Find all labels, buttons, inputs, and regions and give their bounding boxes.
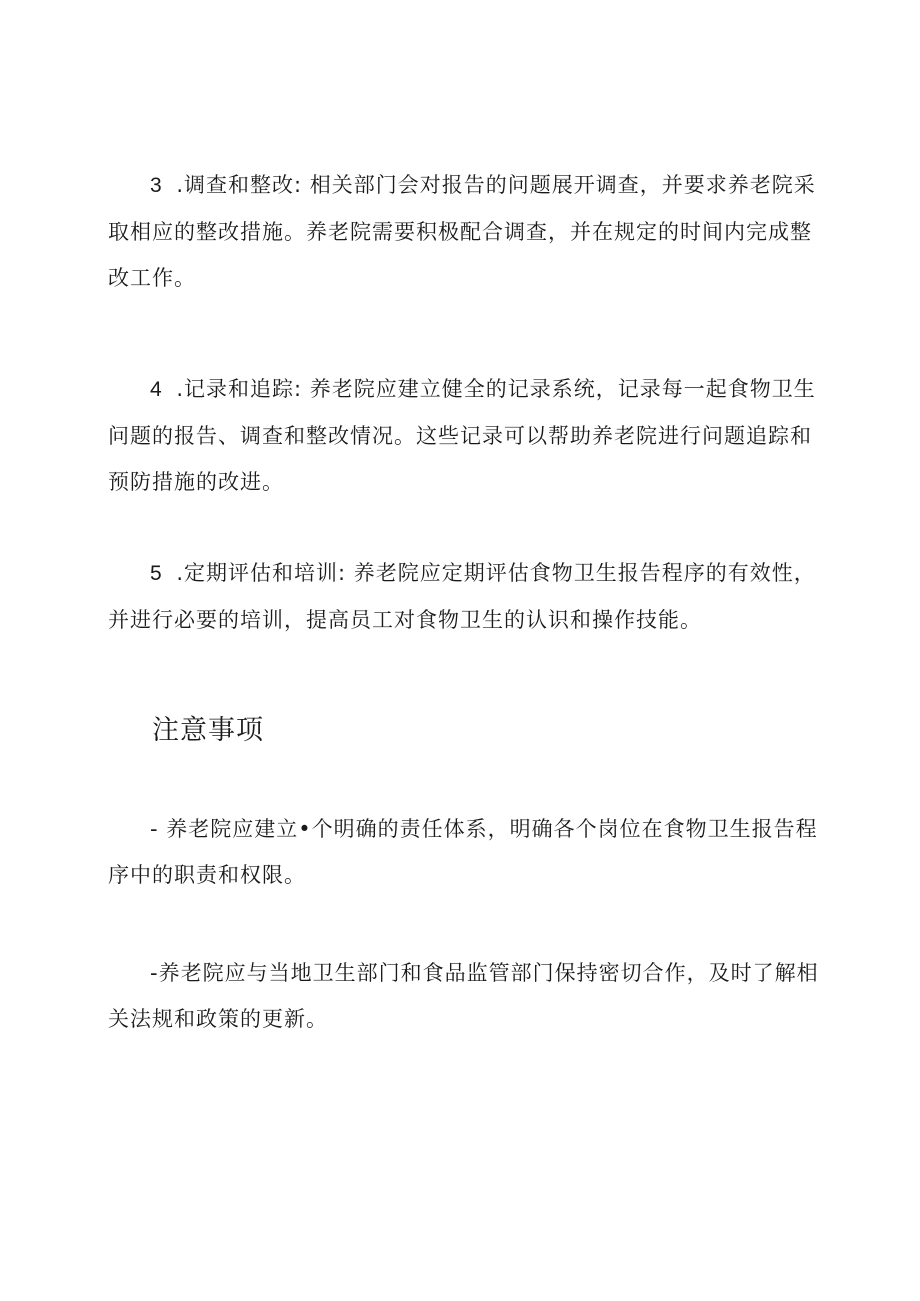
section-heading: 注意事项 [152,715,264,746]
item-number: 5 [150,562,163,585]
list-item-5 [108,550,828,643]
item-number: 3 [150,174,163,197]
item-number: 4 [150,378,163,401]
item-text: .定期评估和培训: 养老院应定期评估食物卫生报告程序的有效性，并进行必要的培训，提高员工对食物卫生的认识和操作技能。 [108,561,816,632]
item-text: .记录和追踪: 养老院应建立健全的记录系统，记录每一起食物卫生问题的报告、调查和整改情况。这些记录可以帮助养老院进行问题追踪和预防措施的改进。 [108,377,816,494]
note-text: - 养老院应建立•个明确的责任体系，明确各个岗位在食物卫生报告程序中的职责和权限。 [108,817,818,887]
note-text: -养老院应与当地卫生部门和食品监管部门保持密切合作，及时了解相关法规和政策的更新。 [108,961,819,1031]
note-item-1 [108,806,828,898]
note-item-2 [108,950,828,1042]
list-item-3 [108,162,828,301]
list-item-4 [108,366,828,505]
item-text: .调查和整改: 相关部门会对报告的问题展开调查，并要求养老院采取相应的整改措施。养老院需要积极配合调查，并在规定的时间内完成整改工作。 [108,173,816,290]
